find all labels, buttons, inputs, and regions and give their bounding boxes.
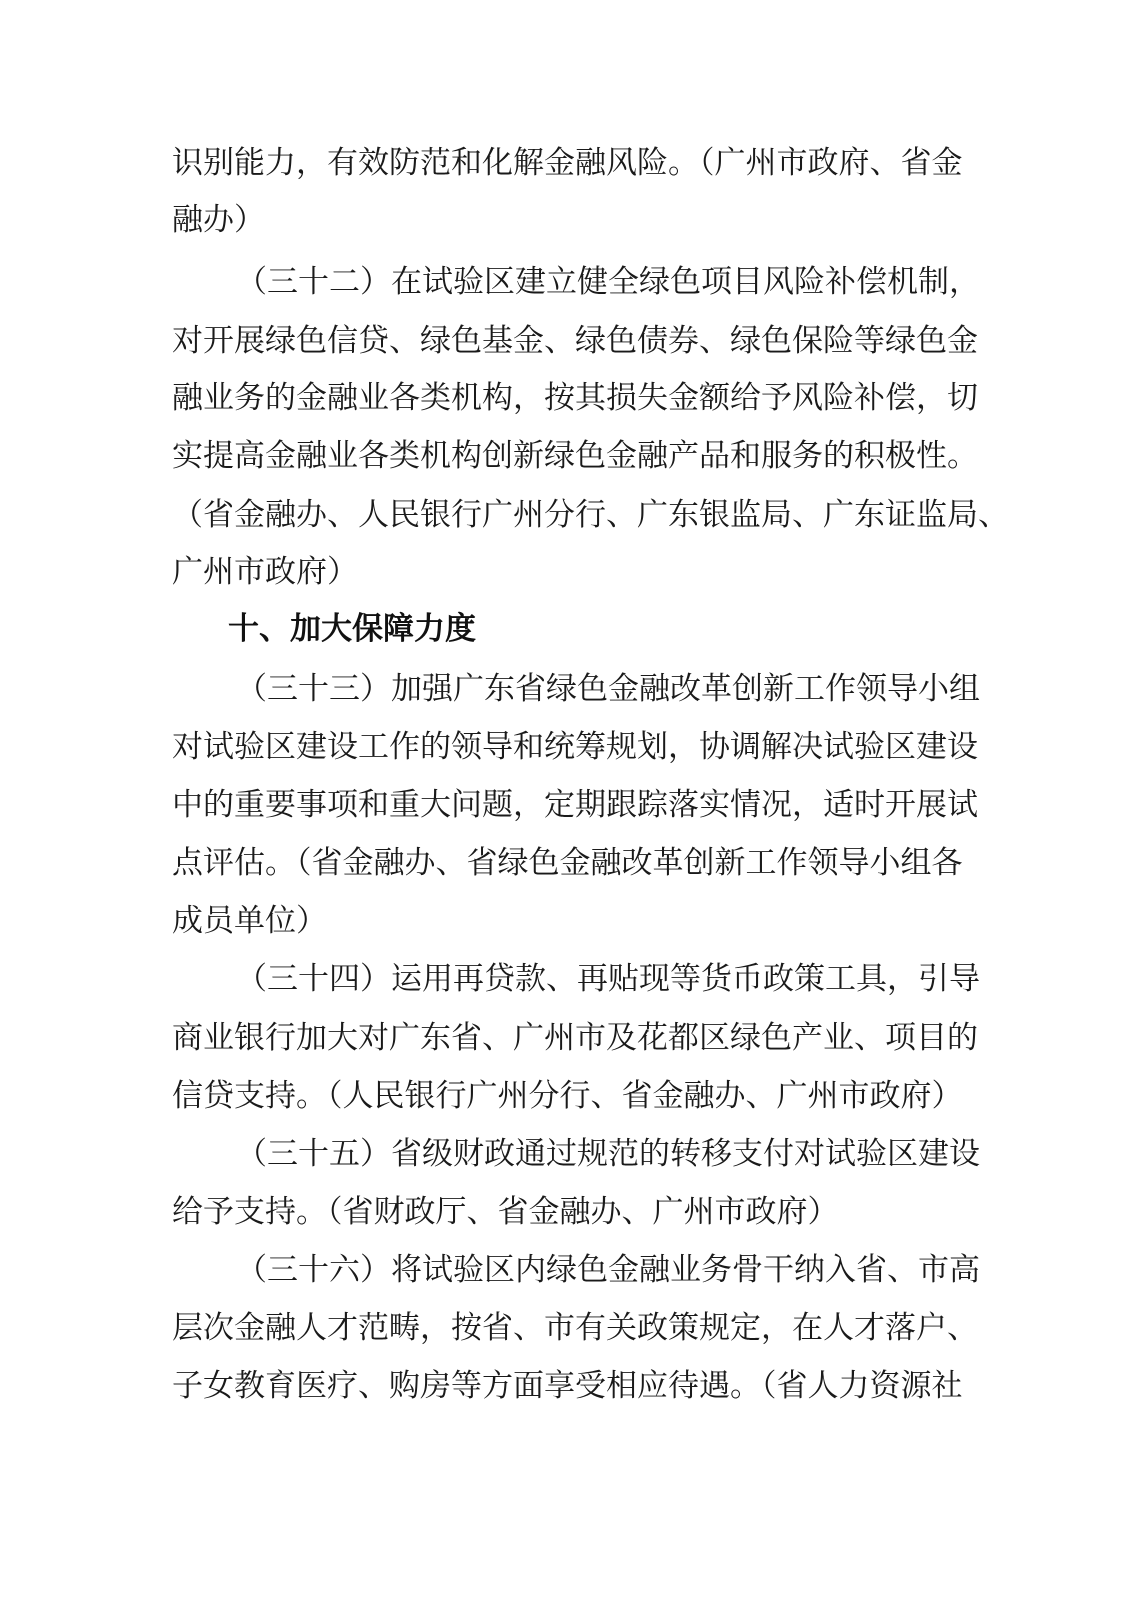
- text-line: 信贷支持。（人民银行广州分行、省金融办、广州市政府）: [172, 1078, 963, 1114]
- text-line: 融办）: [172, 202, 265, 238]
- text-line: 给予支持。（省财政厅、省金融办、广州市政府）: [172, 1194, 839, 1230]
- text-line: 中的重要事项和重大问题，定期跟踪落实情况，适时开展试: [172, 787, 978, 823]
- paragraph-36-start: （三十六）将试验区内绿色金融业务骨干纳入省、市高: [236, 1252, 980, 1288]
- text-line: 子女教育医疗、购房等方面享受相应待遇。（省人力资源社: [172, 1368, 963, 1404]
- text-line: 对试验区建设工作的领导和统筹规划，协调解决试验区建设: [172, 729, 978, 765]
- paragraph-33-start: （三十三）加强广东省绿色金融改革创新工作领导小组: [236, 671, 980, 707]
- section-heading: 十、加大保障力度: [228, 611, 476, 647]
- paragraph-32-start: （三十二）在试验区建立健全绿色项目风险补偿机制，: [236, 264, 980, 300]
- text-line: 融业务的金融业各类机构，按其损失金额给予风险补偿，切: [172, 380, 978, 416]
- paragraph-34-start: （三十四）运用再贷款、再贴现等货币政策工具，引导: [236, 961, 980, 997]
- text-line: 实提高金融业各类机构创新绿色金融产品和服务的积极性。: [172, 438, 978, 474]
- text-line: 成员单位）: [172, 903, 327, 939]
- text-line: 层次金融人才范畴，按省、市有关政策规定，在人才落户、: [172, 1310, 978, 1346]
- text-line: 对开展绿色信贷、绿色基金、绿色债券、绿色保险等绿色金: [172, 323, 978, 359]
- text-line: 广州市政府）: [172, 554, 358, 590]
- text-line: 识别能力，有效防范和化解金融风险。（广州市政府、省金: [172, 145, 963, 181]
- paragraph-35-start: （三十五）省级财政通过规范的转移支付对试验区建设: [236, 1136, 980, 1172]
- text-line: 商业银行加大对广东省、广州市及花都区绿色产业、项目的: [172, 1020, 978, 1056]
- text-line: 点评估。（省金融办、省绿色金融改革创新工作领导小组各: [172, 845, 963, 881]
- text-line: （省金融办、人民银行广州分行、广东银监局、广东证监局、: [172, 497, 1009, 533]
